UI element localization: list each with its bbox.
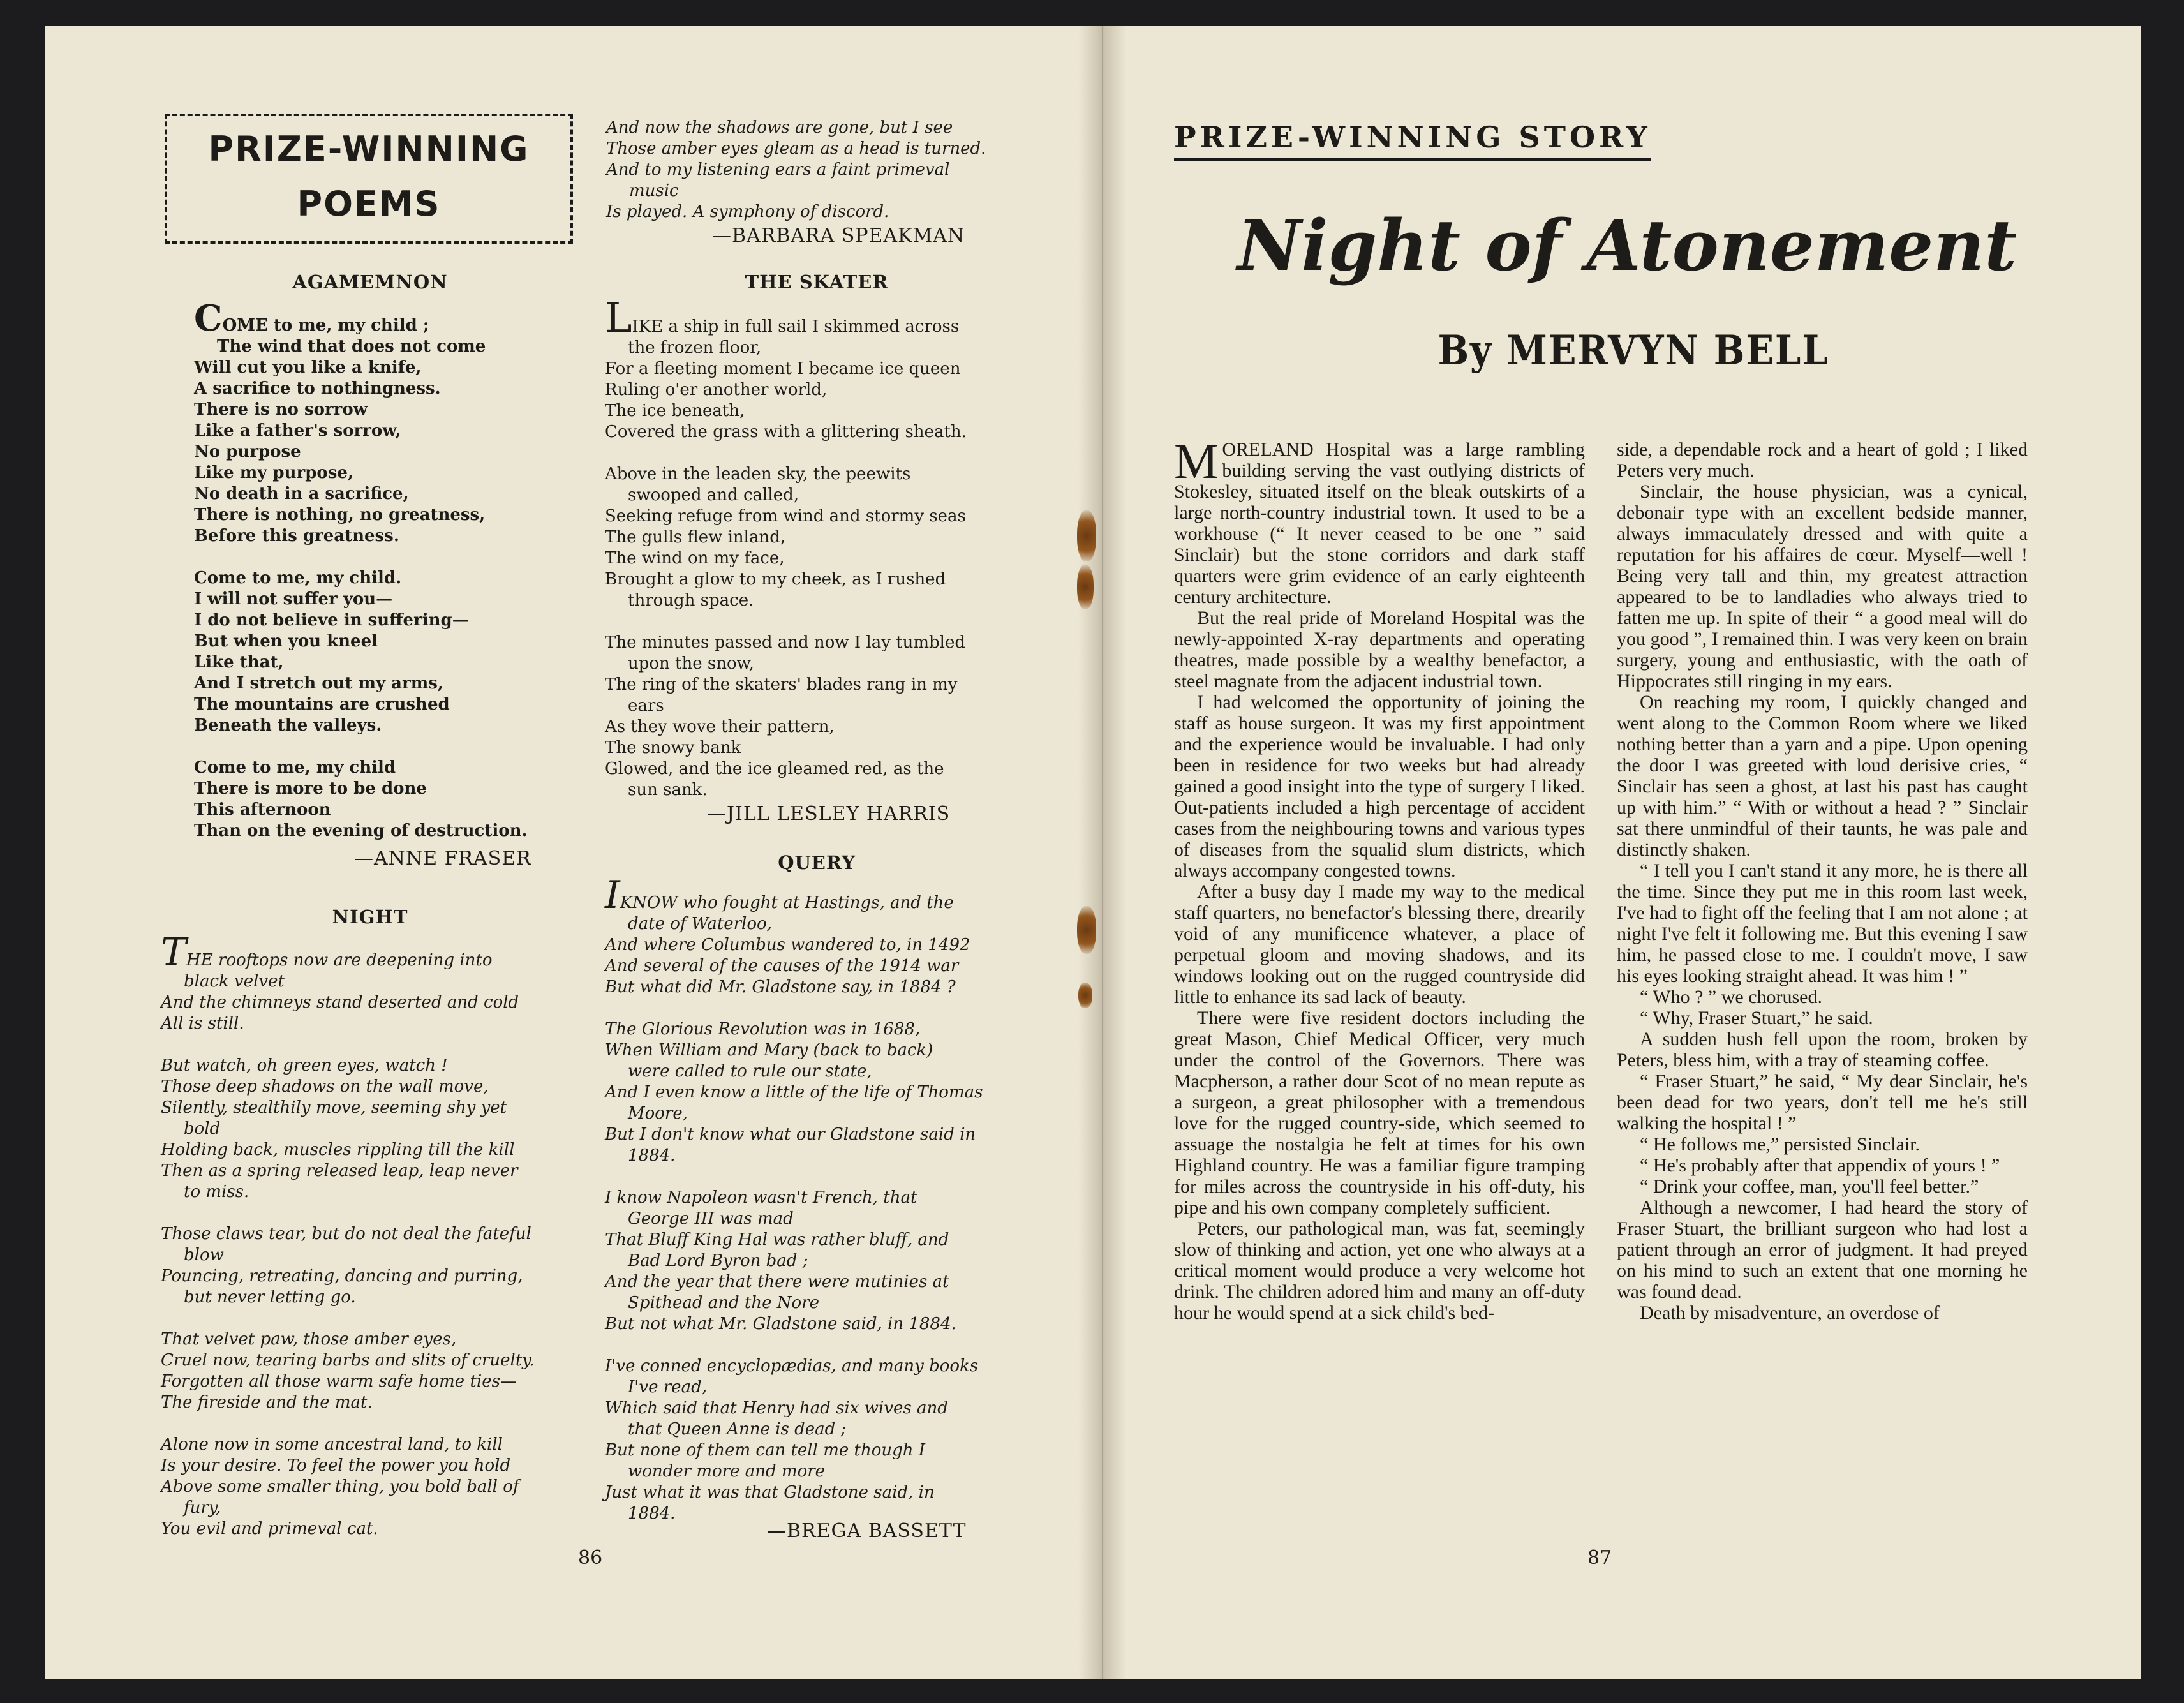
verse-line: And to my listening ears a faint primeval	[606, 160, 950, 179]
night-continued	[606, 117, 1027, 223]
rust-stain	[1078, 983, 1092, 1008]
verse-line: And I even know a little of the life of Thomas	[605, 1083, 983, 1102]
verse-line: Which said that Henry had six wives and	[605, 1399, 948, 1418]
verse-line: Brought a glow to my cheek, as I rushed	[605, 570, 946, 589]
drop-cap: I	[605, 873, 620, 918]
author-credit: —JILL LESLEY HARRIS	[707, 803, 951, 825]
verse-line: A sacrifice to nothingness.	[194, 379, 441, 398]
verse-line: But watch, oh green eyes, watch !	[161, 1056, 448, 1075]
poem-agamemnon	[191, 271, 549, 293]
verse-line: There is nothing, no greatness,	[194, 505, 486, 524]
verse-line: The wind that does not come	[217, 337, 486, 356]
query-lines	[605, 914, 1039, 1524]
verse-line: ears	[628, 696, 664, 715]
verse-line: the frozen floor,	[628, 338, 762, 357]
night-lines	[161, 971, 576, 1540]
verse-line: The ring of the skaters' blades rang in my	[605, 675, 958, 694]
verse-line: Come to me, my child	[194, 758, 396, 777]
verse-line: This afternoon	[194, 800, 331, 819]
verse-line: Before this greatness.	[194, 526, 399, 546]
verse-line: As they wove their pattern,	[605, 717, 835, 736]
verse-line	[194, 736, 577, 757]
first-line: HE rooftops now are deepening into	[186, 951, 493, 970]
verse-line: Then as a spring released leap, leap never	[161, 1161, 518, 1180]
verse-line: through space.	[628, 591, 754, 610]
verse-line: Forgotten all those warm safe home ties—	[161, 1372, 517, 1391]
verse-line: Than on the evening of destruction.	[194, 821, 528, 840]
verse-line: But what did Mr. Gladstone say, in 1884 ?	[605, 978, 956, 997]
verse-line: that Queen Anne is dead ;	[628, 1420, 847, 1439]
story-paragraph: “ Fraser Stuart,” he said, “ My dear Sinclair, he's been dead for two years, don't tell me he's still walking the hospital ! ”	[1617, 1071, 2028, 1134]
poems-title-line1: PRIZE-WINNING	[208, 129, 530, 169]
verse-line: Is played. A symphony of discord.	[606, 202, 889, 221]
verse-line: I will not suffer you—	[194, 590, 393, 609]
verse-line: I do not believe in suffering—	[194, 611, 469, 630]
verse-line: The ice beneath,	[605, 401, 745, 420]
story-byline: By MERVYN BELL	[1437, 327, 1829, 375]
verse-line: Just what it was that Gladstone said, in	[605, 1483, 935, 1502]
verse-line: blow	[184, 1246, 224, 1265]
verse-line: bold	[184, 1119, 221, 1138]
rust-stain	[1077, 906, 1096, 954]
story-paragraph: A sudden hush fell upon the room, broken by Peters, bless him, with a tray of steaming coffee.	[1617, 1029, 2028, 1071]
verse-line: wonder more and more	[628, 1462, 826, 1481]
verse-line: swooped and called,	[628, 486, 799, 505]
verse-line: The minutes passed and now I lay tumbled	[605, 633, 965, 652]
poems-header-box	[165, 114, 573, 244]
verse-line: Beneath the valleys.	[194, 716, 382, 735]
verse-line: music	[629, 181, 679, 200]
author-credit: —ANNE FRASER	[354, 847, 531, 870]
story-paragraph: I had welcomed the opportunity of joining the staff as house surgeon. It was my first appointment and the experience would be invaluable. I had only been in residence for two weeks but had already gained a good insight into the type of surgery I liked. Out-patients included a high percentage of accident cases from the neighbouring towns and various types of diseases from the squalid slum districts, which always accompany congested towns.	[1174, 692, 1585, 881]
verse-line: That velvet paw, those amber eyes,	[161, 1330, 457, 1349]
story-kicker: PRIZE-WINNING STORY	[1174, 120, 1697, 161]
verse-line: Like that,	[194, 653, 284, 672]
verse-line: 1884.	[628, 1146, 676, 1165]
verse-line: But not what Mr. Gladstone said, in 1884.	[605, 1314, 956, 1334]
verse-line: There is no sorrow	[194, 400, 368, 419]
story-paragraph: Peters, our pathological man, was fat, seemingly slow of thinking and action, yet one who always at a critical moment would produce a very welcome hot drink. The children adored him and many an off-duty hour he would spend at a sick child's bed-	[1174, 1218, 1585, 1323]
query-text	[605, 873, 1039, 1524]
verse-line: Will cut you like a knife,	[194, 358, 422, 377]
verse-line: I know Napoleon wasn't French, that	[605, 1188, 917, 1207]
verse-line: That Bluff King Hal was rather bluff, and	[605, 1230, 949, 1249]
story-paragraph: “ Why, Fraser Stuart,” he said.	[1640, 1008, 1873, 1029]
drop-cap: L	[605, 295, 632, 342]
verse-line: Pouncing, retreating, dancing and purring,	[161, 1267, 523, 1286]
drop-cap: T	[161, 930, 187, 975]
story-paragraph: Sinclair, the house physician, was a cynical, debonair type with an excellent bedside manner, always immaculately dressed and with quite a reputation for his affaires de cœur. Myself—well ! Being very tall and thin, my greatest attraction appeared to be to landladies who always tried to fatten me up. In spite of their “ a good meal will do you good ”, I remained thin. I was very keen on brain surgery, young and enthusiastic, with the oath of Hippocrates still ringing in my ears.	[1617, 481, 2028, 692]
verse-line: Those deep shadows on the wall move,	[161, 1077, 489, 1096]
verse-line: upon the snow,	[628, 654, 755, 673]
verse-line: And now the shadows are gone, but I see	[606, 118, 953, 137]
verse-line: but never letting go.	[184, 1288, 356, 1307]
agamemnon-lines	[194, 336, 577, 842]
poems-title-line2: POEMS	[297, 184, 441, 224]
verse-line	[605, 1166, 1039, 1187]
verse-line: The fireside and the mat.	[161, 1393, 373, 1412]
poem-night	[191, 906, 549, 928]
poem-skater	[606, 271, 1027, 293]
verse-line: Bad Lord Byron bad ;	[628, 1251, 808, 1270]
verse-line: But none of them can tell me though I	[605, 1441, 926, 1460]
story-paragraph: “ He's probably after that appendix of yours ! ”	[1640, 1155, 2000, 1176]
verse-line	[161, 1308, 576, 1329]
poem-query	[606, 852, 1027, 874]
night-text	[161, 930, 576, 1540]
drop-cap: M	[1174, 433, 1219, 489]
verse-line: And the chimneys stand deserted and cold	[161, 993, 519, 1012]
verse-line: The mountains are crushed	[194, 695, 450, 714]
verse-line	[605, 1335, 1039, 1356]
first-line: OME to me, my child ;	[222, 316, 429, 335]
verse-line: And I stretch out my arms,	[194, 674, 443, 693]
verse-line	[194, 547, 577, 568]
verse-line: No death in a sacrifice,	[194, 484, 409, 503]
verse-line	[605, 998, 1039, 1019]
verse-line: And where Columbus wandered to, in 1492	[605, 935, 970, 955]
first-line: IKE a ship in full sail I skimmed across	[632, 317, 960, 336]
verse-line	[605, 611, 1032, 632]
agamemnon-text	[194, 297, 577, 842]
author-credit: —BREGA BASSETT	[767, 1520, 967, 1542]
story-paragraph: “ Drink your coffee, man, you'll feel better.”	[1640, 1176, 1979, 1197]
verse-line: Like a father's sorrow,	[194, 421, 401, 440]
verse-line: But when you kneel	[194, 632, 378, 651]
story-paragraph: On reaching my room, I quickly changed and went along to the Common Room where we liked nothing better than a yarn and a pipe. Upon opening the door I was greeted with loud derisive cries, “ Sinclair has seen a ghost, at last his past has caught up with him.” “ With or without a head ? ” Sinclair sat there unmindful of their taunts, he was pale and distinctly shaken.	[1617, 692, 2028, 860]
verse-line	[161, 1413, 576, 1434]
page-number-right: 87	[1587, 1547, 1612, 1569]
verse-line: Those amber eyes gleam as a head is turned.	[606, 139, 986, 158]
rust-stain	[1077, 510, 1096, 561]
story-paragraph: Death by misadventure, an overdose of	[1640, 1302, 1940, 1323]
verse-line: Cruel now, tearing barbs and slits of cruelty.	[161, 1351, 535, 1370]
poem-title: NIGHT	[332, 906, 408, 928]
skater-text	[605, 295, 1032, 801]
verse-line: There is more to be done	[194, 779, 427, 798]
verse-line: Is your desire. To feel the power you hold	[161, 1456, 511, 1475]
night-continued-lines	[606, 117, 1027, 223]
story-paragraph: “ I tell you I can't stand it any more, he is there all the time. Since they put me in this room last week, I've had to fight off the feeling that I am not alone ; at night I've felt it following me. But this evening I saw him, he passed close to me. I couldn't move, I saw his eyes looking straight ahead. It was him ! ”	[1617, 860, 2028, 986]
story-paragraph: There were five resident doctors including the great Mason, Chief Medical Officer, very much under the control of the Governors. There was Macpherson, a rather dour Scot of no mean repute as a surgeon, a great philosopher with a tremendous love for the rugged country-side, which seemed to assuage the nostalgia he felt at times for his own Highland country. He was a familiar figure tramping for miles across the countryside in his off-duty, his pipe and his own company completely sufficient.	[1174, 1008, 1585, 1218]
poem-title: QUERY	[778, 852, 856, 874]
verse-line: Alone now in some ancestral land, to kill	[161, 1435, 503, 1454]
verse-line: Ruling o'er another world,	[605, 380, 828, 399]
story-paragraph: “ Who ? ” we chorused.	[1640, 986, 1822, 1008]
verse-line: Seeking refuge from wind and stormy seas	[605, 507, 966, 526]
poem-title: AGAMEMNON	[292, 271, 448, 293]
verse-line: George III was mad	[628, 1209, 794, 1228]
story-column-2	[1617, 439, 2028, 1323]
verse-line: All is still.	[161, 1014, 244, 1033]
verse-line	[161, 1034, 576, 1055]
verse-line: Covered the grass with a glittering sheath.	[605, 422, 967, 442]
verse-line: The Glorious Revolution was in 1688,	[605, 1020, 921, 1039]
verse-line: The wind on my face,	[605, 549, 785, 568]
verse-line: were called to rule our state,	[628, 1062, 872, 1081]
story-paragraph: MORELAND Hospital was a large rambling building serving the vast outlying districts of Stokesley, situated itself on the bleak outskirts of a large north-country industrial town. It used to be a workhouse (“ It never ceased to be one ” said Sinclair) but the stone corridors and dark staff quarters were grim evidence of an early eighteenth century architecture.	[1174, 433, 1585, 607]
verse-line: But I don't know what our Gladstone said in	[605, 1125, 976, 1144]
verse-line: Holding back, muscles rippling till the kill	[161, 1140, 515, 1159]
verse-line: You evil and primeval cat.	[161, 1519, 378, 1538]
poem-title: THE SKATER	[745, 271, 889, 293]
verse-line: I've read,	[628, 1378, 707, 1397]
verse-line: Glowed, and the ice gleamed red, as the	[605, 759, 944, 778]
story-paragraph: Although a newcomer, I had heard the story of Fraser Stuart, the brilliant surgeon who had lost a patient through an error of judgment. It had preyed on his mind to such an extent that one morning he was found dead.	[1617, 1197, 2028, 1302]
verse-line: And the year that there were mutinies at	[605, 1272, 949, 1291]
story-paragraph: “ He follows me,” persisted Sinclair.	[1640, 1134, 1920, 1155]
verse-line: Silently, stealthily move, seeming shy yet	[161, 1098, 507, 1117]
drop-cap: C	[194, 297, 223, 339]
author-credit: —BARBARA SPEAKMAN	[712, 225, 965, 247]
first-line: KNOW who fought at Hastings, and the	[620, 893, 954, 912]
verse-line: No purpose	[194, 442, 301, 461]
verse-line: For a fleeting moment I became ice queen	[605, 359, 961, 378]
verse-line: Above some smaller thing, you bold ball of	[161, 1477, 519, 1496]
verse-line: When William and Mary (back to back)	[605, 1041, 933, 1060]
story-column-1	[1174, 433, 1585, 1323]
verse-line: sun sank.	[628, 780, 708, 799]
verse-line: fury,	[184, 1498, 221, 1517]
verse-line: black velvet	[184, 972, 285, 991]
verse-line: 1884.	[628, 1504, 676, 1523]
verse-line	[161, 1203, 576, 1224]
story-paragraph: But the real pride of Moreland Hospital was the newly-appointed X-ray departments and operating theatres, made possible by a wealthy benefactor, a steel magnate from the adjacent industrial town.	[1174, 607, 1585, 692]
verse-line: date of Waterloo,	[628, 914, 772, 933]
verse-line: Those claws tear, but do not deal the fateful	[161, 1224, 531, 1244]
skater-lines	[605, 338, 1032, 801]
verse-line: to miss.	[184, 1182, 249, 1201]
verse-line: Like my purpose,	[194, 463, 353, 482]
verse-line: Above in the leaden sky, the peewits	[605, 465, 911, 484]
story-title: Night of Atonement	[1237, 204, 2017, 286]
rust-stain	[1077, 565, 1094, 609]
verse-line: The snowy bank	[605, 738, 741, 757]
verse-line: I've conned encyclopædias, and many books	[605, 1357, 979, 1376]
verse-line: Come to me, my child.	[194, 569, 402, 588]
verse-line: Spithead and the Nore	[628, 1293, 819, 1313]
story-paragraph: side, a dependable rock and a heart of gold ; I liked Peters very much.	[1617, 439, 2028, 481]
verse-line: And several of the causes of the 1914 war	[605, 956, 959, 976]
story-paragraph: After a busy day I made my way to the medical staff quarters, no benefactor's blessing there, drearily void of any munificence whatever, a place of perpetual gloom and moving shadows, and its windows looking out on the rugged countryside did little to enhance its sad lack of beauty.	[1174, 881, 1585, 1008]
page-number-left: 86	[578, 1547, 603, 1569]
verse-line	[605, 443, 1032, 464]
page-gutter	[1078, 26, 1127, 1679]
verse-line: Moore,	[628, 1104, 688, 1123]
verse-line: The gulls flew inland,	[605, 528, 786, 547]
